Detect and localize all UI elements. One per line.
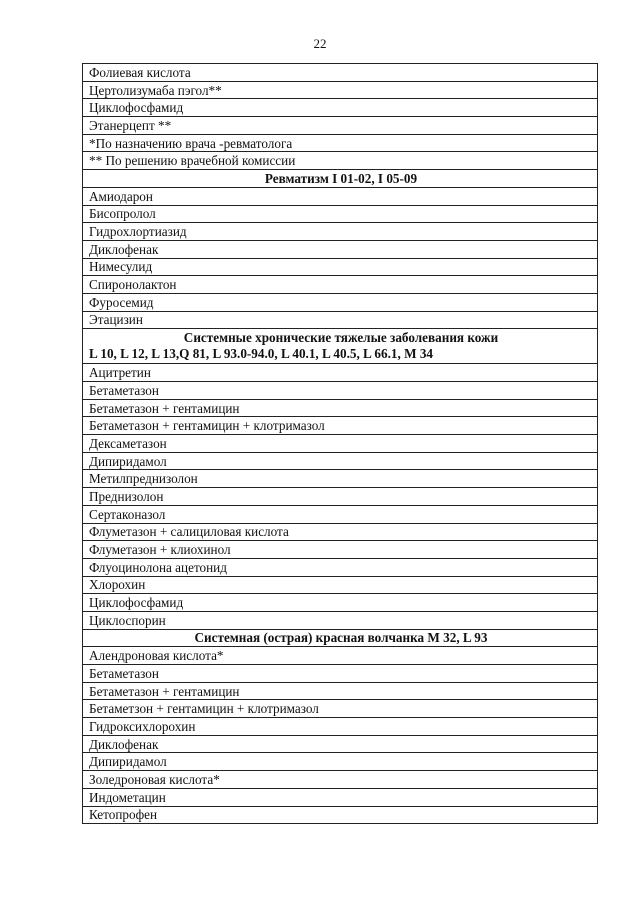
table-row	[83, 223, 598, 241]
table-row	[83, 99, 598, 117]
drug-name-cell: Индометацин	[83, 788, 598, 806]
drug-name-cell: Нимесулид	[83, 258, 598, 276]
table-row	[83, 735, 598, 753]
table-row	[83, 276, 598, 294]
table-row	[83, 718, 598, 736]
section-header-row	[83, 170, 598, 188]
drug-name-cell: Кетопрофен	[83, 806, 598, 824]
table-row	[83, 771, 598, 789]
drug-name-cell: Диклофенак	[83, 735, 598, 753]
table-row	[83, 187, 598, 205]
drug-name-cell: Бетаметазон	[83, 382, 598, 400]
table-row	[83, 488, 598, 506]
page-number: 22	[313, 36, 327, 51]
drug-name-cell: Спиронолактон	[83, 276, 598, 294]
drug-name-cell: Бетаметазон + гентамицин	[83, 399, 598, 417]
drug-name-cell: Бетаметазон + гентамицин + клотримазол	[83, 417, 598, 435]
table-row	[83, 417, 598, 435]
table-row	[83, 205, 598, 223]
drug-list-table	[82, 63, 598, 824]
drug-name-cell: Цертолизумаба пэгол**	[83, 81, 598, 99]
table-row	[83, 435, 598, 453]
table-row	[83, 541, 598, 559]
drug-name-cell: Фуросемид	[83, 293, 598, 311]
table-row	[83, 364, 598, 382]
drug-name-cell: Гидрохлортиазид	[83, 223, 598, 241]
drug-name-cell: Дипиридамол	[83, 753, 598, 771]
table-row	[83, 647, 598, 665]
section-title	[83, 329, 598, 364]
table-row	[83, 452, 598, 470]
drug-name-cell: Циклофосфамид	[83, 594, 598, 612]
drug-name-cell: Циклофосфамид	[83, 99, 598, 117]
drug-name-cell: Фолиевая кислота	[83, 64, 598, 82]
drug-name-cell: Этанерцепт **	[83, 117, 598, 135]
drug-name-cell: Ацитретин	[83, 364, 598, 382]
table-row	[83, 134, 598, 152]
drug-list-body	[83, 64, 598, 824]
table-row	[83, 806, 598, 824]
drug-name-cell: Сертаконазол	[83, 505, 598, 523]
table-row	[83, 523, 598, 541]
drug-name-cell: Дексаметазон	[83, 435, 598, 453]
table-row	[83, 682, 598, 700]
table-row	[83, 505, 598, 523]
table-row	[83, 311, 598, 329]
table-row	[83, 576, 598, 594]
section-title-line: Системные хронические тяжелые заболевания кожи	[183, 330, 499, 346]
table-row	[83, 64, 598, 82]
section-title: Ревматизм I 01-02, I 05-09	[83, 170, 598, 188]
table-row	[83, 700, 598, 718]
table-row	[83, 258, 598, 276]
table-row	[83, 152, 598, 170]
drug-name-cell: Дипиридамол	[83, 452, 598, 470]
drug-name-cell: Преднизолон	[83, 488, 598, 506]
section-title: Системная (острая) красная волчанка М 32, L 93	[83, 629, 598, 647]
table-row	[83, 382, 598, 400]
table-row	[83, 293, 598, 311]
drug-name-cell: Бетаметазон + гентамицин	[83, 682, 598, 700]
section-header-row	[83, 329, 598, 364]
drug-name-cell: Диклофенак	[83, 240, 598, 258]
table-row	[83, 753, 598, 771]
table-row	[83, 788, 598, 806]
drug-name-cell: Метилпреднизолон	[83, 470, 598, 488]
drug-name-cell: Флуметазон + салициловая кислота	[83, 523, 598, 541]
drug-name-cell: Бисопролол	[83, 205, 598, 223]
drug-name-cell: Бетаметазон	[83, 665, 598, 683]
drug-name-cell: Бетаметзон + гентамицин + клотримазол	[83, 700, 598, 718]
drug-name-cell: Алендроновая кислота*	[83, 647, 598, 665]
drug-name-cell: Этацизин	[83, 311, 598, 329]
table-row	[83, 399, 598, 417]
drug-name-cell: Амиодарон	[83, 187, 598, 205]
table-row	[83, 558, 598, 576]
drug-name-cell: Флуоцинолона ацетонид	[83, 558, 598, 576]
table-row	[83, 594, 598, 612]
section-header-row	[83, 629, 598, 647]
drug-name-cell: Хлорохин	[83, 576, 598, 594]
drug-name-cell: Флуметазон + клиохинол	[83, 541, 598, 559]
drug-name-cell: Гидроксихлорохин	[83, 718, 598, 736]
drug-name-cell: *По назначению врача -ревматолога	[83, 134, 598, 152]
table-row	[83, 470, 598, 488]
table-row	[83, 611, 598, 629]
table-row	[83, 665, 598, 683]
table-row	[83, 240, 598, 258]
table-row	[83, 117, 598, 135]
table-row	[83, 81, 598, 99]
drug-name-cell: ** По решению врачебной комиссии	[83, 152, 598, 170]
section-codes-line: L 10, L 12, L 13,Q 81, L 93.0-94.0, L 40.1, L 40.5, L 66.1, M 34	[89, 346, 434, 362]
drug-name-cell: Циклоспорин	[83, 611, 598, 629]
drug-name-cell: Золедроновая кислота*	[83, 771, 598, 789]
